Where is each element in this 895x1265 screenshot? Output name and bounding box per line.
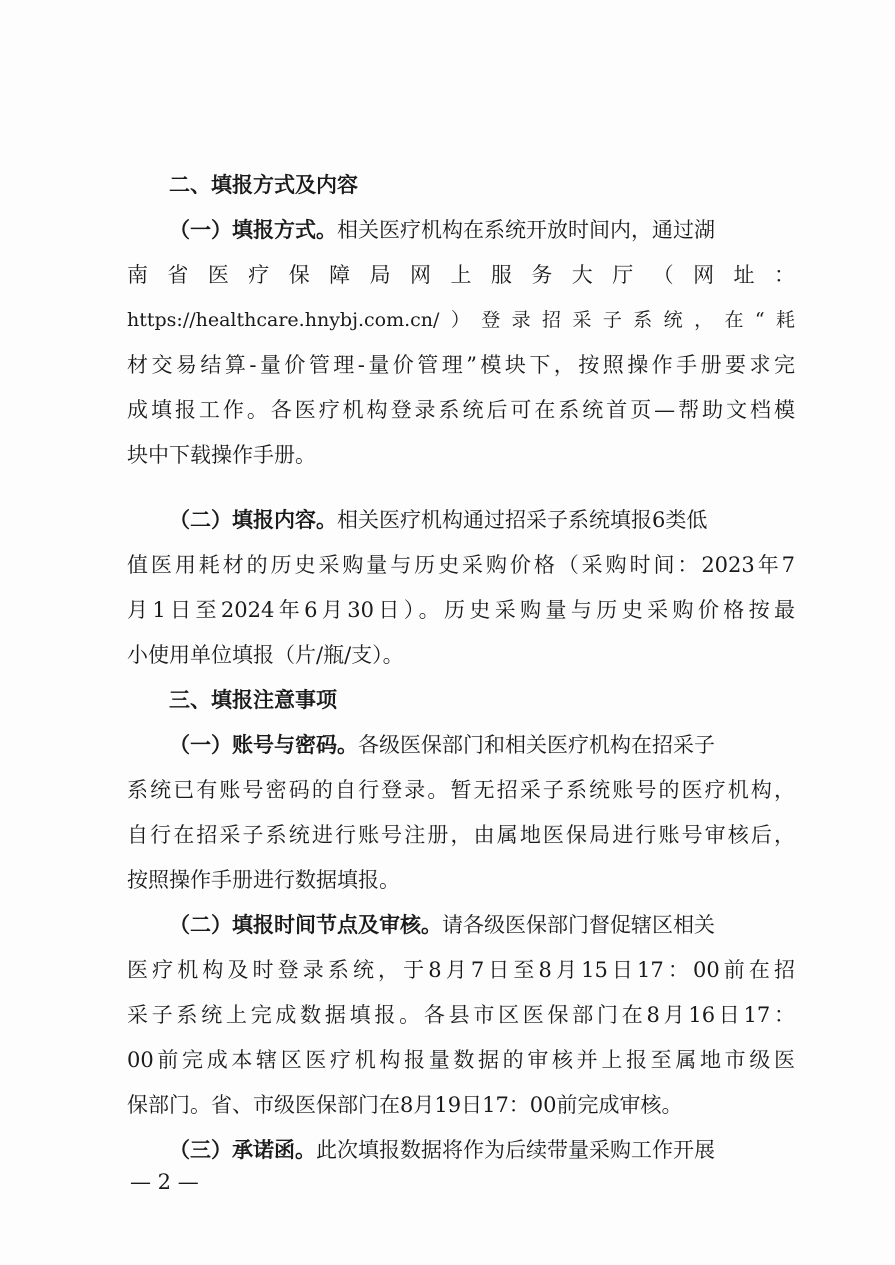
paragraph-line: 医疗机构及时登录系统，于8月7日至8月15日17：00前在招 [127, 958, 795, 982]
subsection-label: （三）承诺函。 [169, 1137, 316, 1162]
paragraph-line: 保部门。省、市级医保部门在8月19日17：00前完成审核。 [127, 1093, 683, 1117]
paragraph-line [169, 730, 795, 760]
paragraph-text: 请各级医保部门督促辖区相关 [442, 913, 715, 937]
paragraph-line [169, 215, 795, 245]
subsection-label: （一）填报方式。 [169, 217, 337, 242]
paragraph-line [169, 505, 795, 535]
paragraph-line: 自行在招采子系统进行账号注册，由属地医保局进行账号审核后， [127, 823, 795, 847]
subsection-label: （二）填报内容。 [169, 507, 337, 532]
paragraph-text: 相关医疗机构在系统开放时间内，通过湖 [337, 218, 715, 242]
paragraph-line: 按照操作手册进行数据填报。 [127, 868, 400, 892]
paragraph-line: 块中下载操作手册。 [127, 443, 316, 467]
page-number: — 2 — [130, 1170, 199, 1194]
section-heading: 三、填报注意事项 [169, 688, 337, 712]
paragraph-line: 采子系统上完成数据填报。各县市区医保部门在8月16日17： [127, 1003, 795, 1027]
paragraph-line: 值医用耗材的历史采购量与历史采购价格（采购时间：2023年7 [127, 553, 795, 577]
paragraph-line: https://healthcare.hnybj.com.cn/）登录招采子系统，在“耗 [127, 309, 795, 331]
paragraph-line: 南省医疗保障局网上服务大厅（网址： [127, 263, 795, 287]
paragraph-line: 材交易结算-量价管理-量价管理”模块下，按照操作手册要求完 [127, 353, 795, 377]
paragraph-line: 成填报工作。各医疗机构登录系统后可在系统首页—帮助文档模 [127, 398, 795, 422]
paragraph-text: 此次填报数据将作为后续带量采购工作开展 [316, 1138, 715, 1162]
subsection-label: （二）填报时间节点及审核。 [169, 912, 442, 937]
paragraph-line: 系统已有账号密码的自行登录。暂无招采子系统账号的医疗机构， [127, 778, 795, 802]
section-heading: 二、填报方式及内容 [169, 173, 358, 197]
paragraph-text: 各级医保部门和相关医疗机构在招采子 [358, 733, 715, 757]
paragraph-line: 00前完成本辖区医疗机构报量数据的审核并上报至属地市级医 [127, 1048, 795, 1072]
paragraph-text: 相关医疗机构通过招采子系统填报6类低 [337, 508, 708, 532]
paragraph-line [169, 1135, 795, 1165]
paragraph-line: 月1日至2024年6月30日）。历史采购量与历史采购价格按最 [127, 598, 795, 622]
paragraph-line: 小使用单位填报（片/瓶/支）。 [127, 643, 404, 667]
paragraph-line [169, 910, 795, 940]
subsection-label: （一）账号与密码。 [169, 732, 358, 757]
